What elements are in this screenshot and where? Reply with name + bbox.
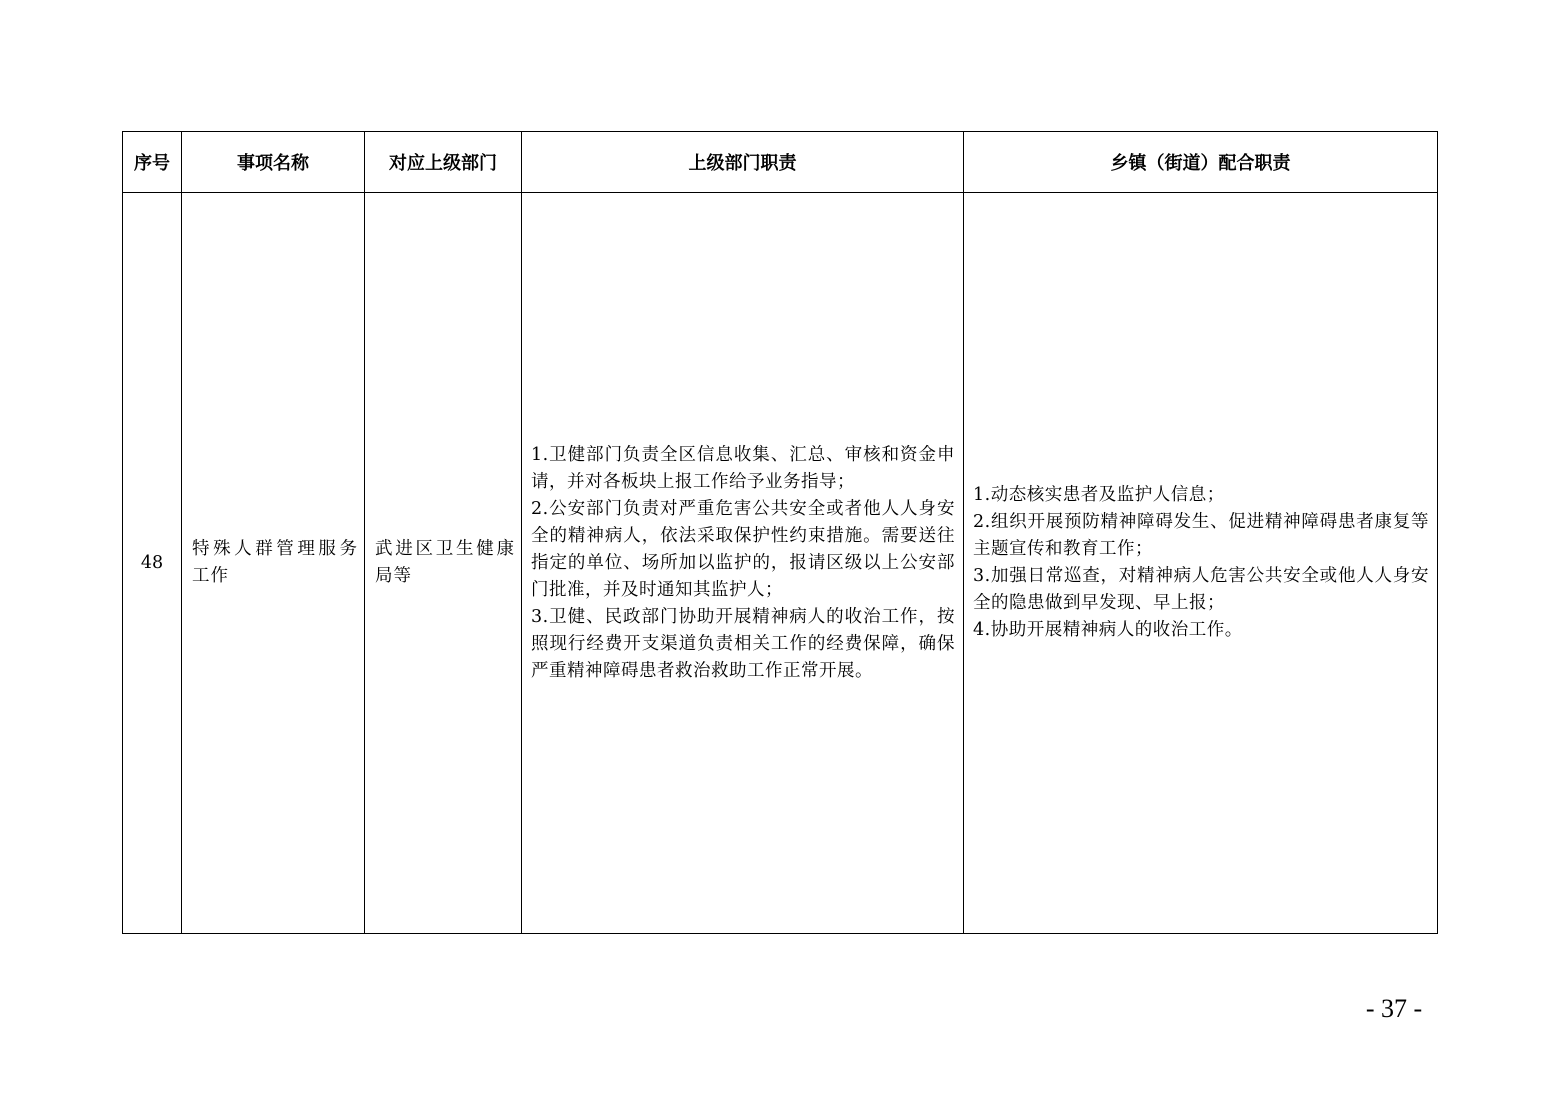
header-town-duties: 乡镇（街道）配合职责 (964, 132, 1438, 193)
header-upper-department: 对应上级部门 (365, 132, 522, 193)
header-item-name: 事项名称 (182, 132, 365, 193)
upper-duty-item: 2.公安部门负责对严重危害公共安全或者他人人身安全的精神病人，依法采取保护性约束措施。需要送往指定的单位、场所加以监护的，报请区级以上公安部门批准，并及时通知其监护人； (531, 498, 955, 600)
town-duty-item: 2.组织开展预防精神障碍发生、促进精神障碍患者康复等主题宣传和教育工作； (973, 512, 1429, 559)
town-duty-item: 1.动态核实患者及监护人信息； (973, 485, 1225, 505)
row-upper-duties (522, 193, 964, 934)
page-number: - 37 - (1365, 994, 1423, 1023)
row-item-name: 特殊人群管理服务工作 (182, 193, 365, 934)
upper-duty-item: 3.卫健、民政部门协助开展精神病人的收治工作，按照现行经费开支渠道负责相关工作的经费保障，确保严重精神障碍患者救治救助工作正常开展。 (531, 606, 955, 681)
town-duty-item: 3.加强日常巡查，对精神病人危害公共安全或他人人身安全的隐患做到早发现、早上报； (973, 566, 1429, 613)
row-index: 48 (123, 193, 182, 934)
upper-duty-item: 1.卫健部门负责全区信息收集、汇总、审核和资金申请，并对各板块上报工作给予业务指导； (531, 444, 955, 492)
row-town-duties (964, 193, 1438, 934)
header-upper-duties: 上级部门职责 (522, 132, 964, 193)
town-duty-item: 4.协助开展精神病人的收治工作。 (973, 620, 1243, 640)
row-upper-department: 武进区卫生健康局等 (365, 193, 522, 934)
duty-table (122, 131, 1438, 934)
table-header-row (123, 132, 1438, 193)
table-row (123, 193, 1438, 934)
header-index: 序号 (123, 132, 182, 193)
